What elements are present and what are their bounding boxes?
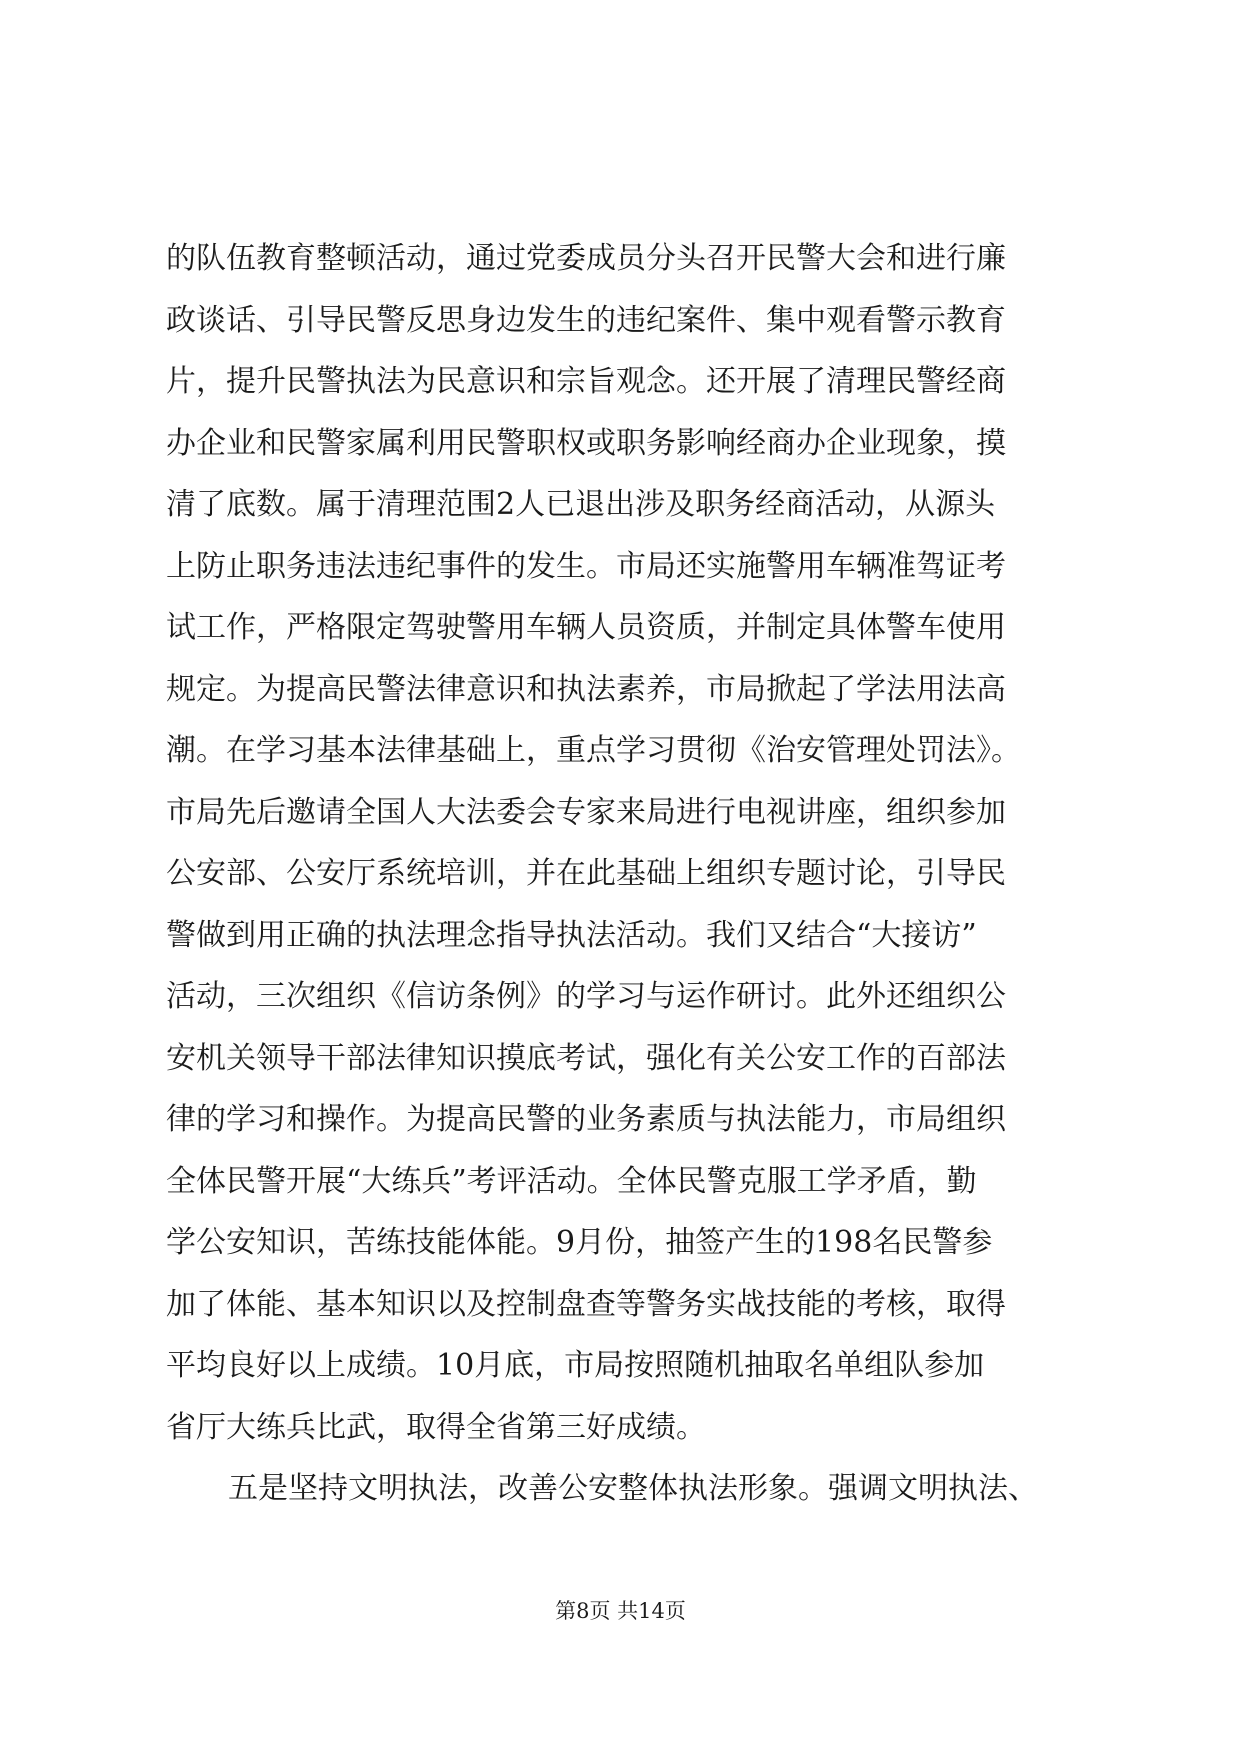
text-line: 片，提升民警执法为民意识和宗旨观念。还开展了清理民警经商 [166,364,1006,399]
text-line: 平均良好以上成绩。10月底，市局按照随机抽取名单组队参加 [166,1348,985,1383]
text-line: 省厅大练兵比武，取得全省第三好成绩。 [166,1409,706,1445]
text-line: 学公安知识，苦练技能体能。9月份，抽签产生的198名民警参 [166,1225,993,1260]
text-line: 试工作，严格限定驾驶警用车辆人员资质，并制定具体警车使用 [166,610,1006,645]
paragraph-start-line: 五是坚持文明执法，改善公安整体执法形象。强调文明执法、 [228,1471,1038,1506]
text-line: 警做到用正确的执法理念指导执法活动。我们又结合“大接访” [166,917,977,953]
text-line: 安机关领导干部法律知识摸底考试，强化有关公安工作的百部法 [166,1040,1006,1076]
text-line: 加了体能、基本知识以及控制盘查等警务实战技能的考核，取得 [166,1286,1006,1322]
text-line: 律的学习和操作。为提高民警的业务素质与执法能力，市局组织 [166,1102,1006,1137]
text-line: 上防止职务违法违纪事件的发生。市局还实施警用车辆准驾证考 [166,548,1006,584]
text-line: 规定。为提高民警法律意识和执法素养，市局掀起了学法用法高 [166,671,1006,707]
text-line: 市局先后邀请全国人大法委会专家来局进行电视讲座，组织参加 [166,794,1006,830]
text-line: 的队伍教育整顿活动，通过党委成员分头召开民警大会和进行廉 [166,241,1006,276]
text-line: 公安部、公安厅系统培训，并在此基础上组织专题讨论，引导民 [166,856,1006,891]
text-line: 活动，三次组织《信访条例》的学习与运作研讨。此外还组织公 [166,979,1006,1014]
document-body [166,228,1086,1520]
text-line: 政谈话、引导民警反思身边发生的违纪案件、集中观看警示教育 [166,302,1006,338]
text-line: 全体民警开展“大练兵”考评活动。全体民警克服工学矛盾，勤 [166,1163,977,1199]
text-line: 清了底数。属于清理范围2人已退出涉及职务经商活动，从源头 [166,487,996,522]
text-line: 办企业和民警家属利用民警职权或职务影响经商办企业现象，摸 [166,425,1006,461]
text-line: 潮。在学习基本法律基础上，重点学习贯彻《治安管理处罚法》。 [166,733,1021,768]
page-footer: 第8页 共14页 [555,1599,686,1623]
